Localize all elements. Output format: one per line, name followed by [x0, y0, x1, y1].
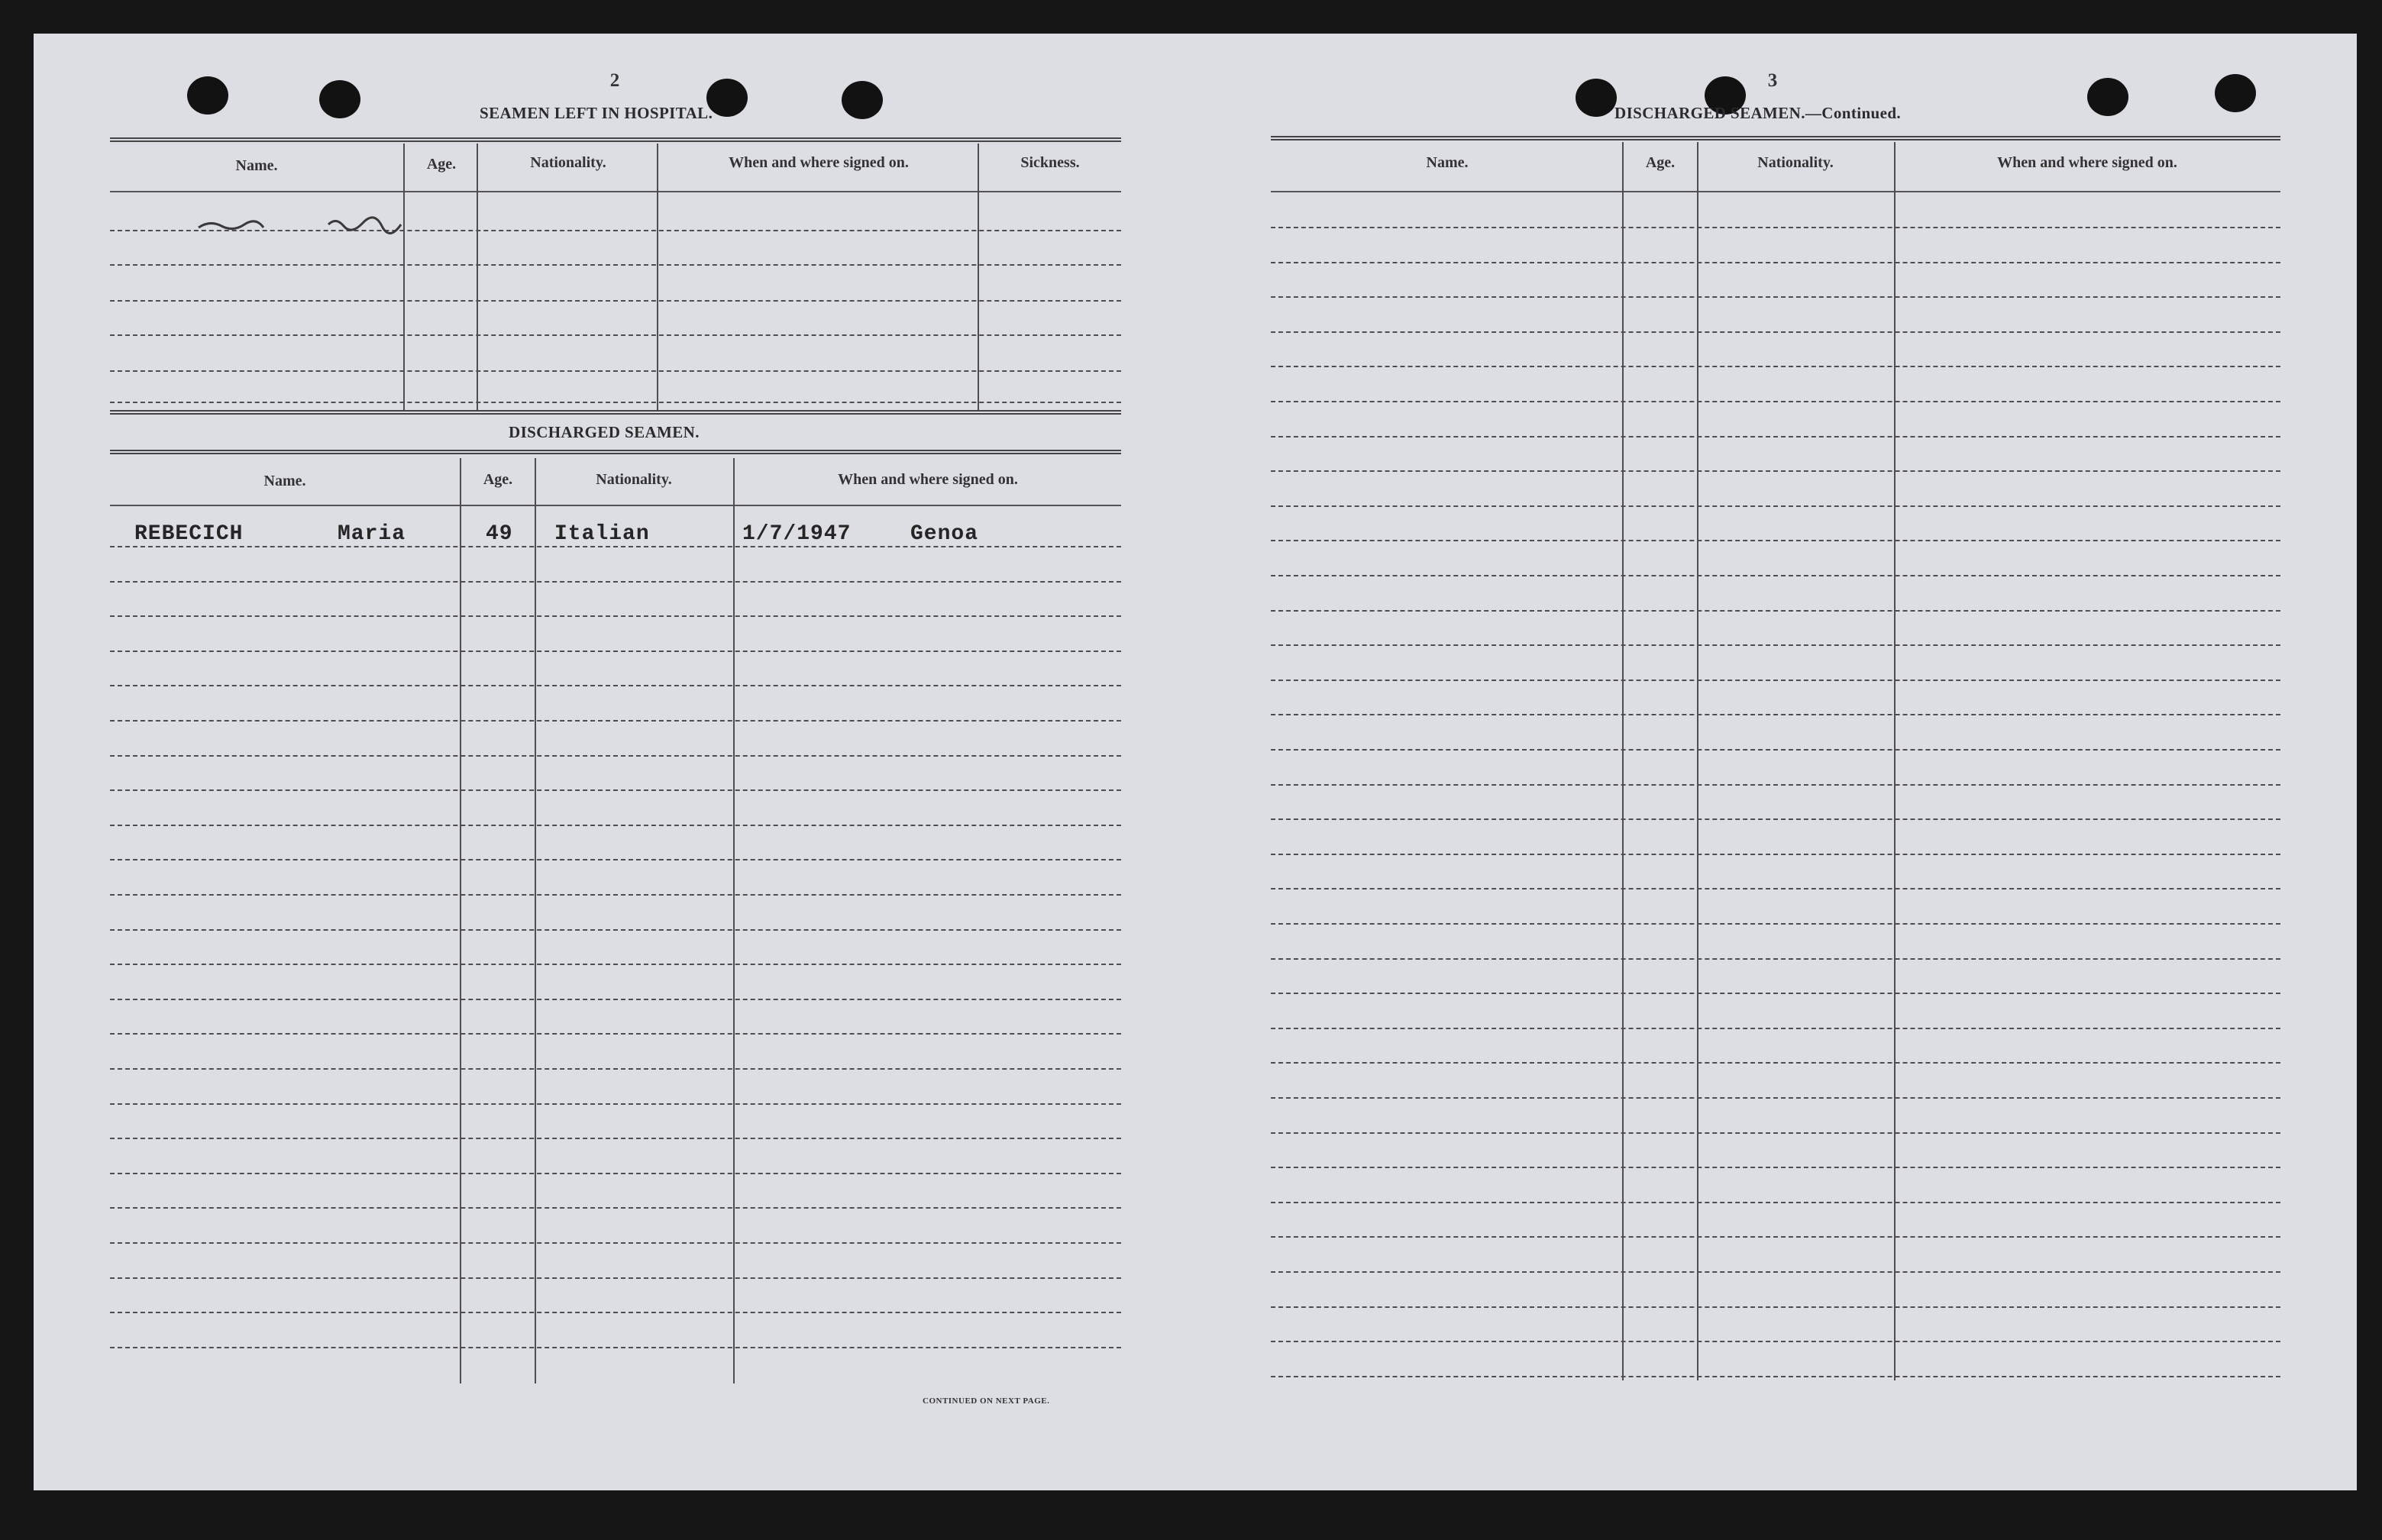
ruled-row-line — [1271, 1236, 2280, 1238]
discharged-header-rule — [110, 505, 1121, 506]
ruled-row-line — [1271, 1028, 2280, 1029]
punch-hole-icon — [842, 81, 883, 119]
ruled-row-line — [110, 685, 1121, 686]
hospital-col-nationality: Nationality. — [530, 154, 606, 171]
ruled-row-line — [1271, 714, 2280, 715]
right-page-number: 3 — [1767, 70, 1778, 91]
discharged-header-top-rule — [110, 450, 1121, 454]
ruled-row-line — [110, 1138, 1121, 1139]
ruled-row-line — [1271, 784, 2280, 786]
discharged-row-age: 49 — [486, 522, 513, 546]
punch-hole-icon — [1576, 79, 1617, 117]
hospital-row-line — [110, 402, 1121, 403]
ruled-row-line — [110, 615, 1121, 617]
ruled-row-line — [110, 964, 1121, 965]
discharged-col-divider — [460, 458, 461, 1383]
ruled-row-line — [110, 929, 1121, 931]
ruled-row-line — [1271, 575, 2280, 576]
ruled-row-line — [1271, 1376, 2280, 1377]
right-col-name: Name. — [1426, 154, 1469, 171]
ruled-row-line — [1271, 993, 2280, 994]
right-col-divider — [1894, 142, 1896, 1380]
ruled-row-line — [110, 1277, 1121, 1279]
ruled-row-line — [1271, 1097, 2280, 1099]
ruled-row-line — [110, 1068, 1121, 1070]
hospital-header-rule — [110, 191, 1121, 192]
ruled-row-line — [110, 1207, 1121, 1209]
discharged-col-divider — [733, 458, 735, 1383]
ruled-row-line — [1271, 1306, 2280, 1308]
ruled-row-line — [1271, 1341, 2280, 1342]
ruled-row-line — [1271, 401, 2280, 402]
ruled-row-line — [110, 789, 1121, 791]
ruled-row-line — [110, 1103, 1121, 1105]
hospital-col-age: Age. — [426, 156, 457, 173]
right-header-rule — [1271, 191, 2280, 192]
right-top-rule — [1271, 136, 2280, 140]
ruled-row-line — [110, 546, 1121, 547]
ruled-row-line — [110, 1347, 1121, 1348]
hospital-row-line — [110, 370, 1121, 372]
ruled-row-line — [1271, 610, 2280, 612]
discharged-col-divider — [535, 458, 536, 1383]
hospital-row-line — [110, 300, 1121, 302]
ruled-row-line — [1271, 1167, 2280, 1168]
ruled-row-line — [1271, 854, 2280, 855]
punch-hole-icon — [2087, 78, 2128, 116]
discharged-col-nationality: Nationality. — [596, 471, 672, 488]
hospital-col-signed-on: When and where signed on. — [729, 154, 909, 171]
ruled-row-line — [110, 581, 1121, 583]
ruled-row-line — [1271, 888, 2280, 889]
punch-hole-icon — [187, 76, 228, 115]
ruled-row-line — [1271, 923, 2280, 925]
ruled-row-line — [1271, 644, 2280, 646]
ruled-row-line — [1271, 262, 2280, 263]
left-page-number: 2 — [609, 70, 620, 91]
ruled-row-line — [110, 1242, 1121, 1244]
ruled-row-line — [1271, 680, 2280, 681]
hospital-col-name: Name. — [235, 157, 278, 174]
ruled-row-line — [1271, 958, 2280, 960]
ruled-row-line — [110, 1033, 1121, 1035]
discharged-row-surname: REBECICH — [134, 522, 244, 546]
hospital-section-title: SEAMEN LEFT IN HOSPITAL. — [480, 104, 713, 122]
punch-hole-icon — [2215, 74, 2256, 112]
ruled-row-line — [110, 894, 1121, 896]
discharged-col-signed-on: When and where signed on. — [838, 471, 1018, 488]
handwritten-mark-icon — [191, 212, 412, 235]
ruled-row-line — [1271, 436, 2280, 437]
ruled-row-line — [1271, 1271, 2280, 1273]
ruled-row-line — [110, 651, 1121, 652]
ruled-row-line — [1271, 818, 2280, 820]
ruled-row-line — [1271, 1132, 2280, 1134]
discharged-col-age: Age. — [483, 471, 513, 488]
discharged-row-signed-on-date: 1/7/1947 — [742, 522, 852, 546]
right-col-nationality: Nationality. — [1757, 154, 1834, 171]
ruled-row-line — [110, 755, 1121, 757]
discharged-top-rule — [110, 410, 1121, 415]
discharged-row-given-name: Maria — [338, 522, 406, 546]
ruled-row-line — [1271, 749, 2280, 751]
ruled-row-line — [110, 825, 1121, 826]
ruled-row-line — [110, 720, 1121, 722]
hospital-row-line — [110, 264, 1121, 266]
ruled-row-line — [1271, 505, 2280, 507]
right-col-signed-on: When and where signed on. — [1997, 154, 2177, 171]
ruled-row-line — [1271, 540, 2280, 541]
hospital-row-line — [110, 334, 1121, 336]
hospital-top-rule — [110, 137, 1121, 142]
discharged-col-name: Name. — [263, 473, 306, 489]
ruled-row-line — [110, 859, 1121, 860]
ruled-row-line — [1271, 296, 2280, 298]
discharged-row-signed-on-place: Genoa — [910, 522, 979, 546]
punch-hole-icon — [319, 80, 360, 118]
ruled-row-line — [110, 1173, 1121, 1174]
ruled-row-line — [1271, 331, 2280, 333]
right-col-divider — [1622, 142, 1624, 1380]
continued-footer: CONTINUED ON NEXT PAGE. — [923, 1396, 1050, 1406]
right-col-age: Age. — [1645, 154, 1676, 171]
discharged-row-nationality: Italian — [554, 522, 650, 546]
ruled-row-line — [110, 999, 1121, 1000]
ruled-row-line — [110, 1312, 1121, 1313]
right-col-divider — [1697, 142, 1698, 1380]
ruled-row-line — [1271, 366, 2280, 367]
ruled-row-line — [1271, 1202, 2280, 1203]
right-section-title: DISCHARGED SEAMEN.—Continued. — [1614, 104, 1902, 122]
ruled-row-line — [1271, 227, 2280, 228]
ruled-row-line — [1271, 470, 2280, 472]
ruled-row-line — [1271, 1062, 2280, 1064]
discharged-section-title: DISCHARGED SEAMEN. — [509, 423, 700, 441]
hospital-col-sickness: Sickness. — [1020, 154, 1080, 171]
